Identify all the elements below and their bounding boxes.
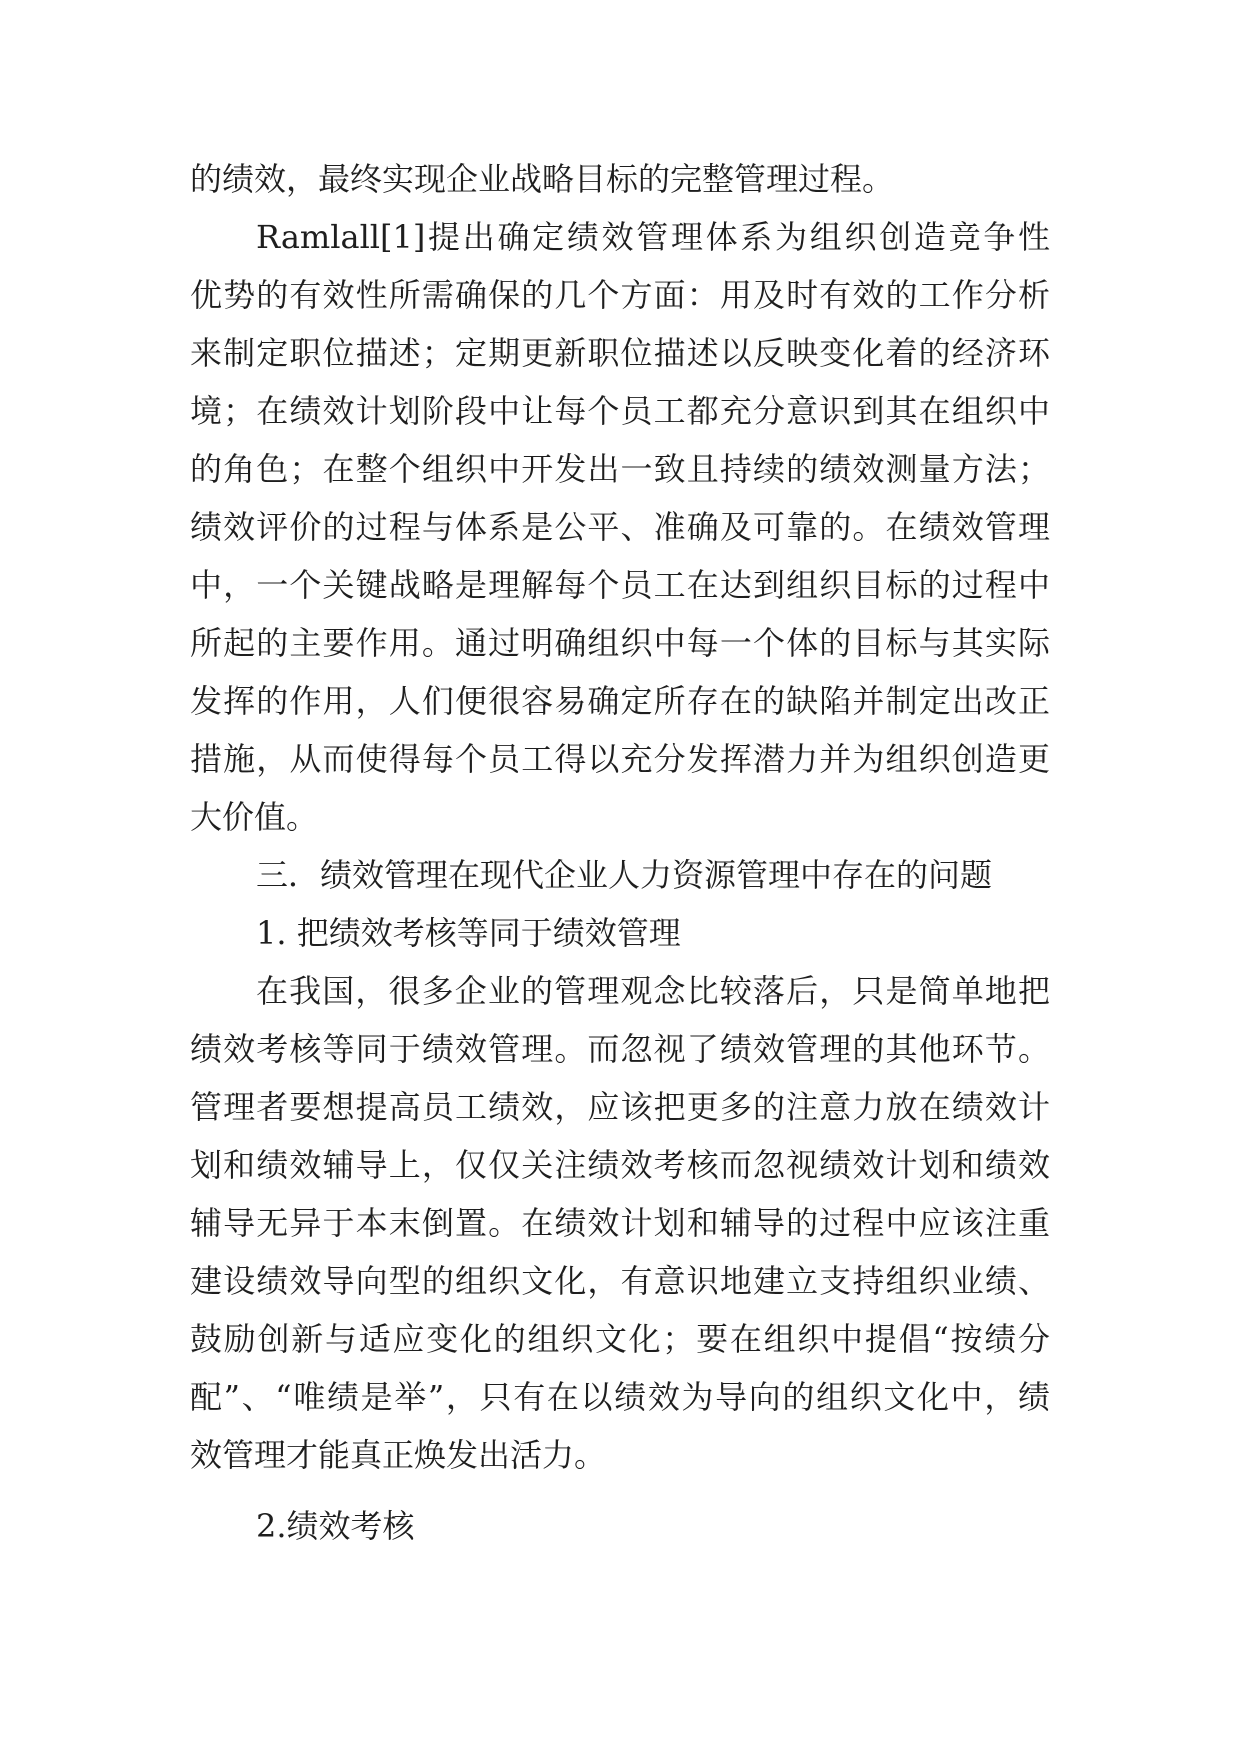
- paragraph-line: 境；在绩效计划阶段中让每个员工都充分意识到其在组织中: [190, 392, 1050, 430]
- paragraph-line: Ramlall[1]提出确定绩效管理体系为组织创造竞争性: [256, 218, 1050, 256]
- paragraph-line: 中，一个关键战略是理解每个员工在达到组织目标的过程中: [190, 566, 1050, 604]
- paragraph-line: 来制定职位描述；定期更新职位描述以反映变化着的经济环: [190, 334, 1050, 372]
- paragraph-line: 在我国，很多企业的管理观念比较落后，只是简单地把: [256, 972, 1050, 1010]
- paragraph-line: 所起的主要作用。通过明确组织中每一个体的目标与其实际: [190, 624, 1050, 662]
- paragraph-line: 配”、“唯绩是举”，只有在以绩效为导向的组织文化中，绩: [190, 1378, 1050, 1416]
- paragraph-line: 建设绩效导向型的组织文化，有意识地建立支持组织业绩、: [190, 1262, 1050, 1300]
- paragraph-line: 绩效评价的过程与体系是公平、准确及可靠的。在绩效管理: [190, 508, 1050, 546]
- document-page: [190, 150, 1050, 1568]
- paragraph-line: 的绩效，最终实现企业战略目标的完整管理过程。: [190, 160, 895, 198]
- paragraph-line: 效管理才能真正焕发出活力。: [190, 1436, 607, 1474]
- paragraph-line: 发挥的作用，人们便很容易确定所存在的缺陷并制定出改正: [190, 682, 1050, 720]
- paragraph-line: 优势的有效性所需确保的几个方面：用及时有效的工作分析: [190, 276, 1050, 314]
- paragraph-line: 大价值。: [190, 798, 319, 836]
- paragraph-line: 绩效考核等同于绩效管理。而忽视了绩效管理的其他环节。: [190, 1030, 1050, 1068]
- section-heading: 三．绩效管理在现代企业人力资源管理中存在的问题: [256, 856, 993, 894]
- subsection-heading: 2.绩效考核: [256, 1507, 415, 1545]
- subsection-heading: 1. 把绩效考核等同于绩效管理: [256, 914, 681, 952]
- paragraph-line: 划和绩效辅导上，仅仅关注绩效考核而忽视绩效计划和绩效: [190, 1146, 1050, 1184]
- paragraph-line: 鼓励创新与适应变化的组织文化；要在组织中提倡“按绩分: [190, 1320, 1050, 1358]
- paragraph-line: 措施，从而使得每个员工得以充分发挥潜力并为组织创造更: [190, 740, 1050, 778]
- paragraph-line: 的角色；在整个组织中开发出一致且持续的绩效测量方法；: [190, 450, 1050, 488]
- paragraph-line: 管理者要想提高员工绩效，应该把更多的注意力放在绩效计: [190, 1088, 1050, 1126]
- paragraph-line: 辅导无异于本末倒置。在绩效计划和辅导的过程中应该注重: [190, 1204, 1050, 1242]
